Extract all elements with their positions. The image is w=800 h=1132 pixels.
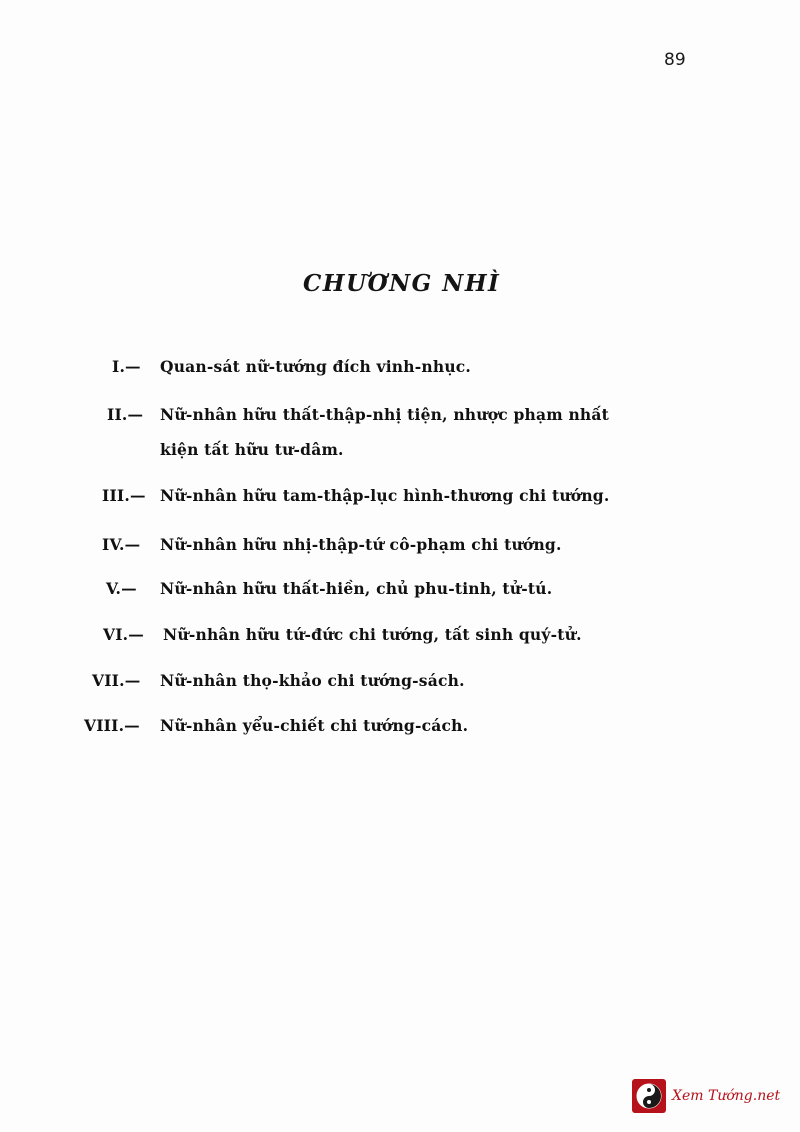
toc-item-number: VII.—	[92, 671, 141, 690]
toc-item-number: VI.—	[103, 625, 144, 644]
toc-item-number: V.—	[106, 579, 137, 598]
toc-item-text: Quan-sát nữ-tướng đích vinh-nhục.	[160, 357, 472, 376]
toc-item-text: Nữ-nhân hữu thất-thập-nhị tiện, nhược phạm nhất	[160, 405, 609, 424]
toc-item-text-continued: kiện tất hữu tư-dâm.	[160, 440, 344, 459]
toc-item-number: III.—	[102, 486, 146, 505]
toc-item-text: Nữ-nhân thọ-khảo chi tướng-sách.	[160, 671, 465, 690]
toc-item-number: II.—	[107, 405, 144, 424]
toc-item-text: Nữ-nhân hữu tứ-đức chi tướng, tất sinh quý-tử.	[163, 625, 582, 644]
toc-item-number: IV.—	[102, 535, 141, 554]
watermark-text: Xem Tướng.net	[672, 1088, 781, 1104]
toc-item-number: I.—	[112, 357, 141, 376]
toc-item-text: Nữ-nhân hữu thất-hiền, chủ phu-tinh, tử-tú.	[160, 579, 553, 598]
site-watermark	[632, 1078, 792, 1114]
chapter-title: CHƯƠNG NHÌ	[303, 270, 501, 297]
toc-item-text: Nữ-nhân yểu-chiết chi tướng-cách.	[160, 716, 469, 735]
toc-item-number: VIII.—	[84, 716, 140, 735]
toc-item-text: Nữ-nhân hữu nhị-thập-tứ cô-phạm chi tướng.	[160, 535, 562, 554]
toc-item-text: Nữ-nhân hữu tam-thập-lục hình-thương chi tướng.	[160, 486, 610, 505]
yin-yang-icon	[632, 1079, 666, 1113]
page-number: 89	[664, 50, 686, 70]
